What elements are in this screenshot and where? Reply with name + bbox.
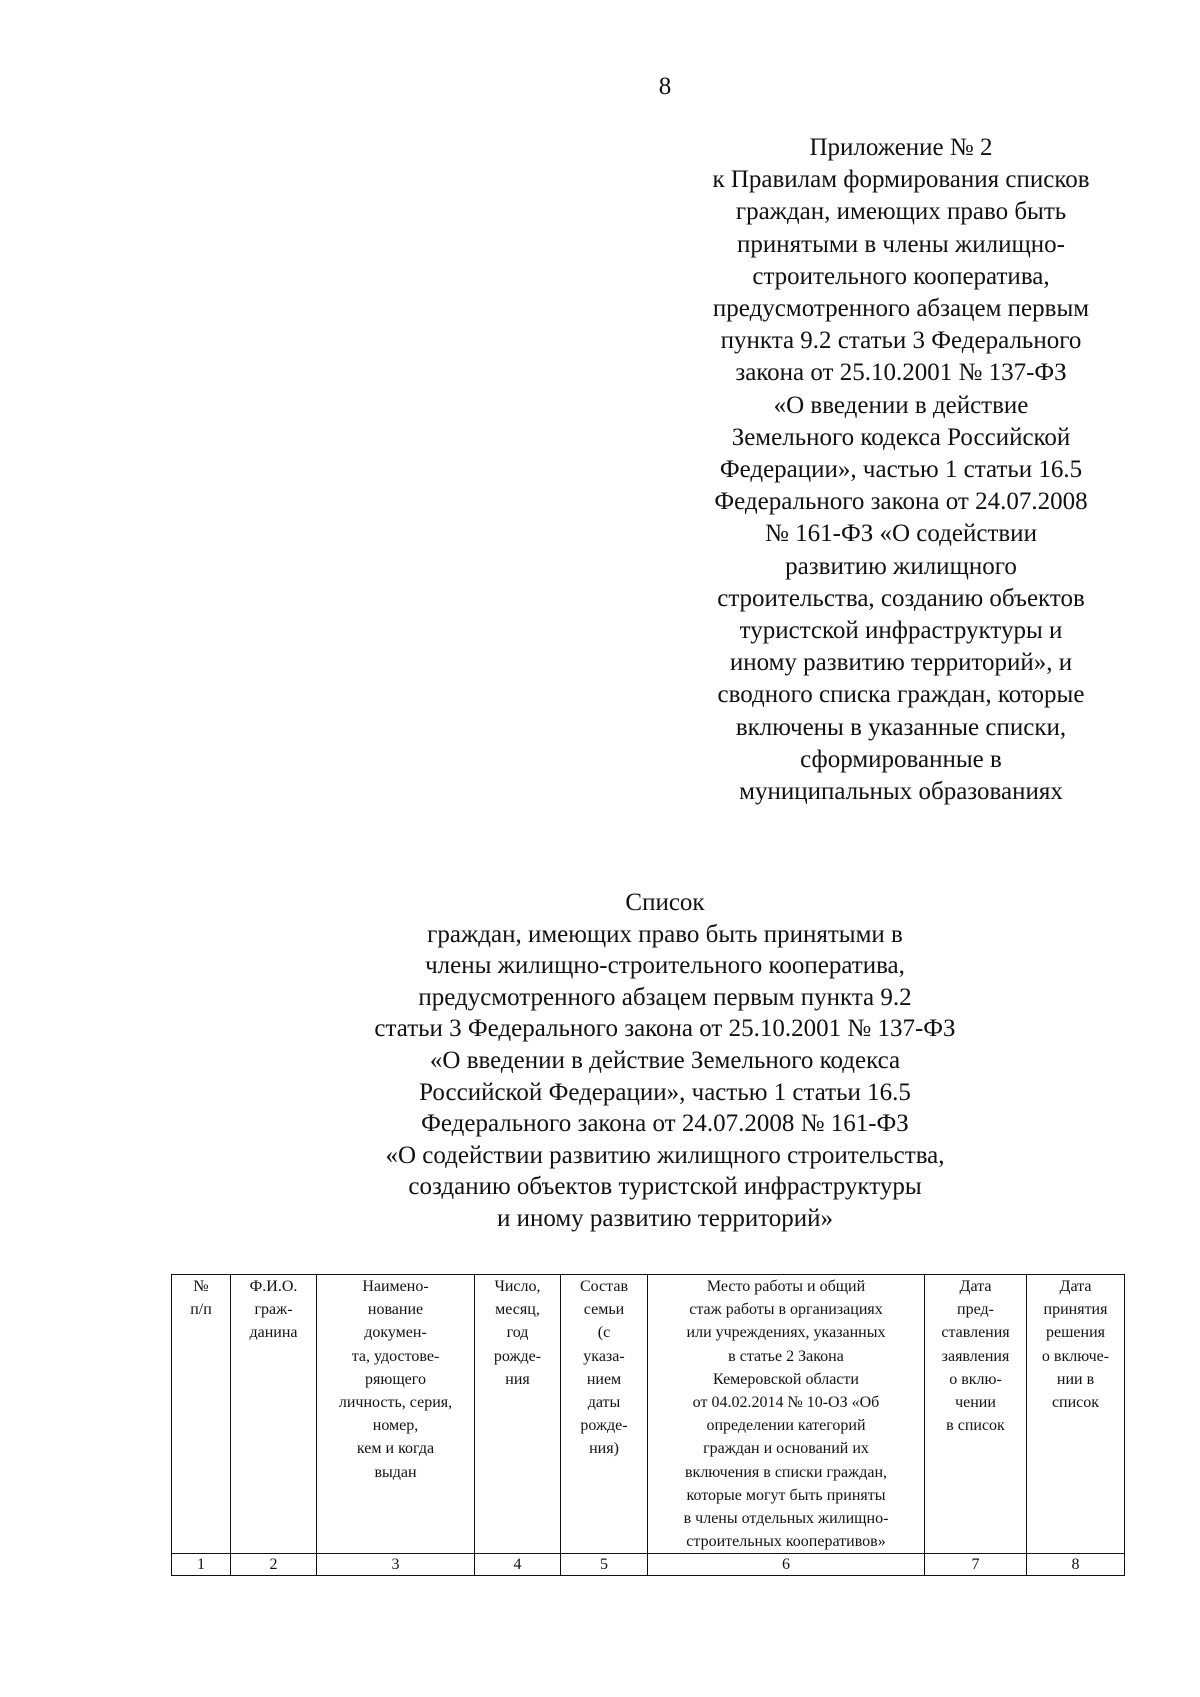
header-line: семьи (583, 1301, 625, 1319)
appendix-line: к Правилам формирования списков (712, 166, 1090, 194)
header-line: которые могут быть приняты (686, 1486, 886, 1504)
appendix-line: включены в указанные списки, (735, 713, 1067, 741)
appendix-line: строительства, созданию объектов (717, 584, 1085, 612)
header-line: граждан и оснований их (703, 1440, 869, 1458)
list-title-line: «О содействии развитию жилищного строительства, (385, 1141, 945, 1169)
list-title (300, 887, 1030, 1235)
header-application-date (925, 1275, 1027, 1554)
header-line: № (193, 1278, 209, 1295)
header-line: Дата (959, 1278, 992, 1295)
header-line: список (1051, 1394, 1100, 1412)
list-title-line: Список (625, 889, 705, 916)
header-line: докумен- (364, 1324, 427, 1342)
header-line: кем и когда (356, 1440, 435, 1458)
header-line: п/п (190, 1301, 212, 1319)
header-line: нии в (1056, 1370, 1095, 1388)
appendix-line: предусмотренного абзацем первым (712, 295, 1090, 323)
appendix-line: Земельного кодекса Российской (731, 423, 1071, 451)
column-number-cell: 2 (231, 1554, 317, 1576)
appendix-line: развитию жилищного (785, 552, 1017, 580)
list-title-line: созданию объектов туристской инфраструктуры (408, 1173, 922, 1201)
citizens-list-table (171, 1274, 1125, 1576)
list-title-line: граждан, имеющих право быть принятыми в (427, 920, 903, 948)
page-number: 8 (658, 73, 672, 100)
header-line: выдан (374, 1463, 417, 1481)
column-number-cell: 8 (1027, 1554, 1125, 1576)
header-line: в члены отдельных жилищно- (683, 1510, 889, 1528)
header-line: о включе- (1041, 1347, 1110, 1365)
header-line: нием (586, 1370, 622, 1388)
header-line: Состав (579, 1278, 628, 1295)
appendix-line: пункта 9.2 статьи 3 Федерального (720, 327, 1082, 355)
header-line: данина (249, 1324, 298, 1342)
header-full-name (231, 1275, 317, 1554)
list-title-line: «О введении в действие Земельного кодекса (429, 1046, 901, 1074)
table-number-row (172, 1554, 1125, 1576)
header-line: месяц, (495, 1301, 540, 1319)
column-number-cell: 3 (317, 1554, 475, 1576)
list-title-line: Федерального закона от 24.07.2008 № 161-ФЗ (421, 1110, 909, 1138)
header-line: рожде- (493, 1347, 542, 1365)
header-line: нование (367, 1301, 424, 1319)
header-line: Место работы и общий (706, 1278, 866, 1295)
header-birth-date (475, 1275, 561, 1554)
header-line: стаж работы в организациях (689, 1301, 883, 1319)
list-title-line: статьи 3 Федерального закона от 25.10.2001 № 137-ФЗ (374, 1015, 956, 1043)
header-decision-date (1027, 1275, 1125, 1554)
header-line: даты (587, 1394, 621, 1412)
header-line: Дата (1059, 1278, 1092, 1295)
header-line: включения в списки граждан, (684, 1463, 888, 1481)
header-line: граж- (254, 1301, 293, 1319)
appendix-line: «О введении в действие (773, 391, 1029, 419)
header-family-composition (561, 1275, 648, 1554)
header-line: (с (597, 1324, 611, 1342)
column-number-cell: 4 (475, 1554, 561, 1576)
appendix-line: № 161-ФЗ «О содействии (765, 520, 1037, 548)
appendix-line: Приложение № 2 (809, 134, 993, 161)
header-line: номер, (372, 1417, 419, 1435)
header-line: определении категорий (706, 1417, 866, 1435)
header-line: год (506, 1324, 529, 1342)
appendix-line: муниципальных образованиях (739, 778, 1063, 806)
header-workplace (648, 1275, 925, 1554)
column-number-cell: 6 (648, 1554, 925, 1576)
header-line: ставления (941, 1324, 1010, 1342)
header-line: рожде- (580, 1417, 628, 1435)
appendix-line: строительного кооператива, (752, 262, 1050, 290)
list-title-line: Российской Федерации», частью 1 статьи 16.5 (419, 1078, 911, 1106)
header-line: указа- (583, 1347, 625, 1365)
header-number (172, 1275, 231, 1554)
header-line: Наимено- (362, 1278, 429, 1295)
header-line: Кемеровской области (713, 1370, 859, 1388)
header-line: пред- (957, 1301, 994, 1319)
header-line: строительных кооперативов» (686, 1533, 886, 1551)
column-number-cell: 7 (925, 1554, 1027, 1576)
list-title-line: предусмотренного абзацем первым пункта 9.2 (418, 983, 912, 1011)
column-number-cell: 1 (172, 1554, 231, 1576)
appendix-line: закона от 25.10.2001 № 137-ФЗ (735, 359, 1067, 387)
header-line: заявления (941, 1347, 1010, 1365)
appendix-line: иному развитию территорий», и (729, 649, 1073, 677)
header-line: в статье 2 Закона (728, 1347, 844, 1365)
list-title-line: члены жилищно-строительного кооператива, (425, 952, 905, 980)
header-line: принятия (1043, 1301, 1108, 1319)
appendix-line: Федерации», частью 1 статьи 16.5 (719, 456, 1083, 484)
header-line: о вклю- (949, 1370, 1002, 1388)
header-line: Ф.И.О. (249, 1278, 298, 1295)
header-line: Число, (494, 1278, 541, 1295)
header-line: или учреждениях, указанных (686, 1324, 886, 1342)
header-line: ряющего (365, 1370, 426, 1388)
header-line: личность, серия, (338, 1394, 453, 1412)
appendix-line: туристской инфраструктуры и (739, 617, 1063, 645)
header-line: та, удостове- (351, 1347, 440, 1365)
header-id-document (317, 1275, 475, 1554)
appendix-line: принятыми в члены жилищно- (737, 230, 1065, 258)
header-line: ния (505, 1370, 530, 1388)
header-line: ния) (589, 1440, 619, 1458)
appendix-line: Федерального закона от 24.07.2008 (714, 488, 1088, 516)
appendix-line: сводного списка граждан, которые (717, 681, 1085, 709)
appendix-line: сформированные в (800, 745, 1002, 773)
list-title-line: и иному развитию территорий» (496, 1204, 834, 1232)
column-number-cell: 5 (561, 1554, 648, 1576)
header-line: в список (946, 1417, 1005, 1435)
table-header-row (172, 1275, 1125, 1554)
appendix-line: граждан, имеющих право быть (735, 198, 1067, 226)
header-line: решения (1045, 1324, 1105, 1342)
appendix-note (676, 132, 1126, 808)
header-line: от 04.02.2014 № 10-ОЗ «Об (692, 1394, 880, 1412)
header-line: чении (955, 1394, 996, 1412)
